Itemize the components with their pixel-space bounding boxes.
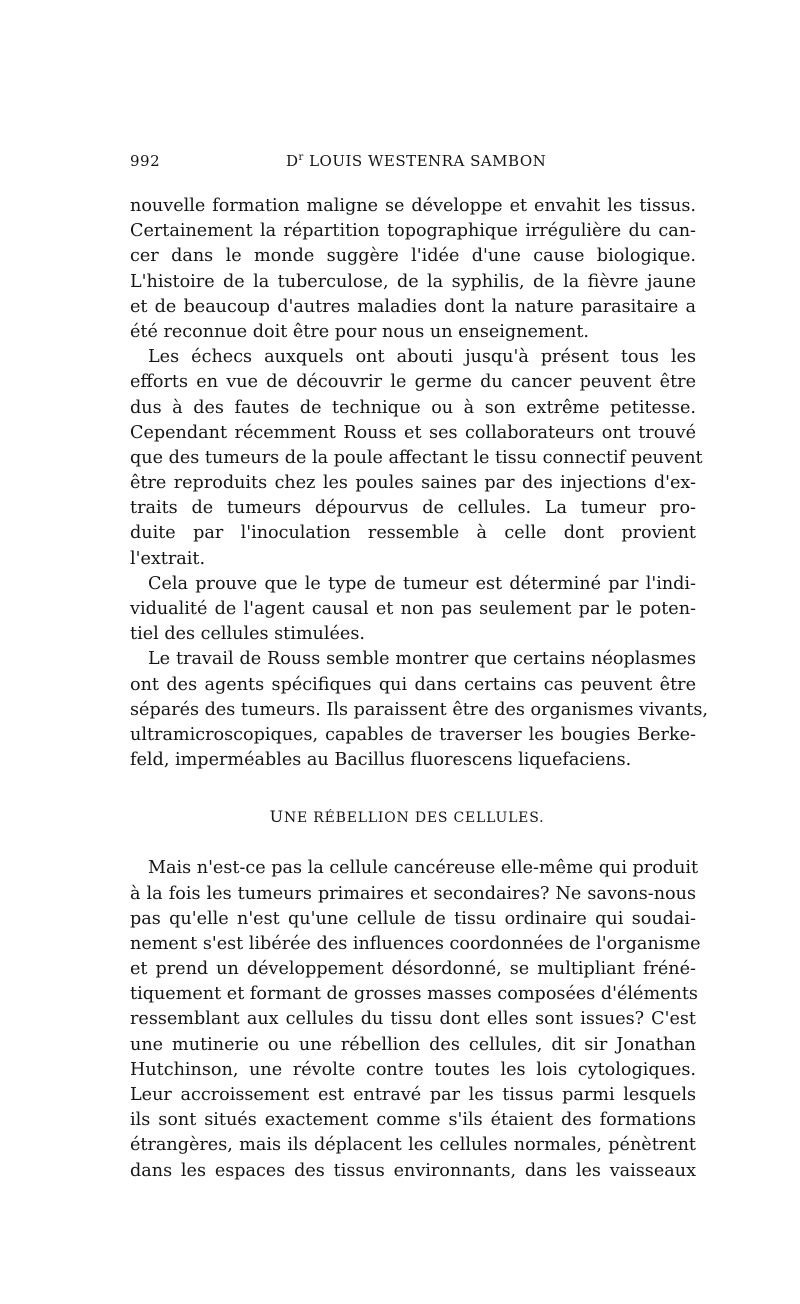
text-line: Certainement la répartition topographique irrégulière du can-: [130, 221, 696, 242]
text-line: ils sont situés exactement comme s'ils étaient des formations: [130, 1110, 696, 1131]
running-header: [130, 152, 696, 182]
text-line: séparés des tumeurs. Ils paraissent être des organismes vivants,: [130, 699, 708, 720]
text-line: cer dans le monde suggère l'idée d'une cause biologique.: [130, 246, 696, 267]
paragraph-3: [130, 572, 696, 648]
text-line: traits de tumeurs dépourvus de cellules. La tumeur pro-: [130, 498, 696, 519]
text-line: Cependant récemment Rouss et ses collaborateurs ont trouvé: [130, 422, 696, 443]
text-line: duite par l'inoculation ressemble à celle dont provient: [130, 523, 696, 544]
text-line: ultramicroscopiques, capables de traverser les bougies Berke-: [130, 724, 696, 745]
running-title-superscript: r: [298, 152, 304, 163]
section-heading: [130, 807, 696, 826]
text-line: tiel des cellules stimulées.: [130, 624, 365, 645]
text-line: tiquement et formant de grosses masses composées d'éléments: [130, 984, 698, 1005]
text-line: dus à des fautes de technique ou à son extrême petitesse.: [130, 397, 696, 418]
page-number: 992: [130, 152, 161, 170]
text-line: être reproduits chez les poules saines par des injections d'ex-: [130, 473, 696, 494]
paragraph-2: [130, 345, 703, 572]
running-title-prefix: D: [286, 152, 299, 170]
running-title-name: LOUIS WESTENRA SAMBON: [303, 152, 547, 170]
text-line: pas qu'elle n'est qu'une cellule de tissu ordinaire qui soudai-: [130, 908, 696, 929]
text-line: Mais n'est-ce pas la cellule cancéreuse elle-même qui produit: [148, 858, 699, 879]
book-page: [130, 152, 708, 1184]
paragraph-4: [130, 647, 708, 773]
text-line: ont des agents spécifiques qui dans certains cas peuvent être: [130, 674, 696, 695]
text-line: efforts en vue de découvrir le germe du cancer peuvent être: [130, 372, 696, 393]
text-line: à la fois les tumeurs primaires et secondaires? Ne savons-nous: [130, 883, 696, 904]
text-line: l'extrait.: [130, 548, 206, 569]
text-line: Cela prouve que le type de tumeur est déterminé par l'indi-: [148, 573, 696, 594]
text-line: vidualité de l'agent causal et non pas seulement par le poten-: [130, 599, 696, 619]
text-line: et de beaucoup d'autres maladies dont la nature parasitaire a: [130, 296, 696, 317]
text-line: une mutinerie ou une rébellion des cellules, dit sir Jonathan: [130, 1034, 696, 1055]
text-line: Les échecs auxquels ont abouti jusqu'à présent tous les: [148, 347, 696, 368]
section-heading-initial: U: [269, 807, 284, 827]
section-heading-text: NE RÉBELLION DES CELLULES.: [283, 810, 545, 827]
text-line: Leur accroissement est entravé par les tissus parmi lesquels: [130, 1085, 696, 1105]
text-line: nouvelle formation maligne se développe et envahit les tissus.: [130, 196, 696, 216]
text-line: nement s'est libérée des influences coordonnées de l'organisme: [130, 933, 701, 954]
text-line: dans les espaces des tissus environnants, dans les vaisseaux: [130, 1160, 696, 1181]
paragraph-5: [130, 856, 701, 1183]
text-line: que des tumeurs de la poule affectant le tissu connectif peuvent: [130, 447, 703, 468]
text-line: et prend un développement désordonné, se multipliant fréné-: [130, 959, 696, 980]
text-line: Hutchinson, une révolte contre toutes les lois cytologiques.: [130, 1059, 696, 1080]
text-line: Le travail de Rouss semble montrer que certains néoplasmes: [148, 649, 696, 670]
text-line: ressemblant aux cellules du tissu dont elles sont issues? C'est: [130, 1009, 696, 1030]
running-title: [286, 152, 546, 170]
text-line: L'histoire de la tuberculose, de la syphilis, de la fièvre jaune: [130, 271, 696, 292]
paragraph-1: [130, 194, 696, 345]
text-line: étrangères, mais ils déplacent les cellules normales, pénètrent: [130, 1135, 696, 1156]
text-line: feld, imperméables au Bacillus fluorescens liquefaciens.: [130, 750, 632, 771]
text-line: été reconnue doit être pour nous un enseignement.: [130, 321, 590, 342]
